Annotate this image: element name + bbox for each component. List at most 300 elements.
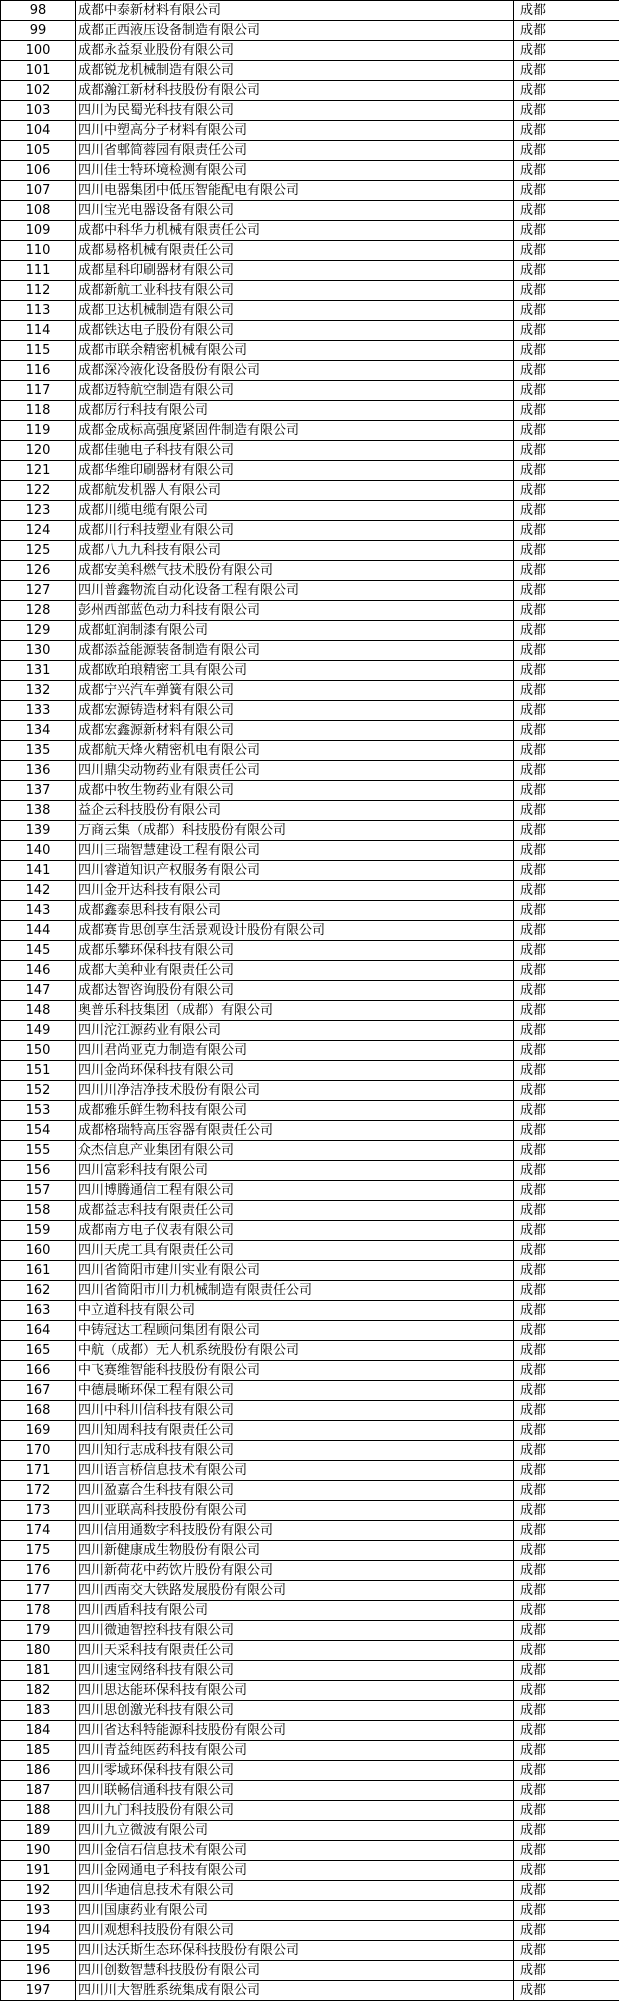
company-name: 四川为民蜀光科技有限公司 <box>76 101 514 121</box>
table-row <box>1 1041 619 1061</box>
city-name: 成都 <box>514 801 619 821</box>
company-name: 四川省简阳市建川实业有限公司 <box>76 1261 514 1281</box>
city-name: 成都 <box>514 1061 619 1081</box>
company-name: 四川亚联高科技股份有限公司 <box>76 1501 514 1521</box>
table-row <box>1 41 619 61</box>
city-name: 成都 <box>514 161 619 181</box>
table-row <box>1 1421 619 1441</box>
table-row <box>1 641 619 661</box>
city-name: 成都 <box>514 461 619 481</box>
table-row <box>1 1921 619 1941</box>
company-name: 成都星科印刷器材有限公司 <box>76 261 514 281</box>
city-name: 成都 <box>514 781 619 801</box>
city-name: 成都 <box>514 1681 619 1701</box>
company-name: 彭州西部蓝色动力科技有限公司 <box>76 601 514 621</box>
row-number: 191 <box>1 1861 76 1881</box>
table-row <box>1 821 619 841</box>
table-row <box>1 1781 619 1801</box>
table-row <box>1 1461 619 1481</box>
table-row <box>1 461 619 481</box>
company-name: 成都瀚江新材科技股份有限公司 <box>76 81 514 101</box>
table-row <box>1 1381 619 1401</box>
city-name: 成都 <box>514 101 619 121</box>
company-name: 四川天采科技有限责任公司 <box>76 1641 514 1661</box>
table-row <box>1 661 619 681</box>
city-name: 成都 <box>514 1401 619 1421</box>
row-number: 111 <box>1 261 76 281</box>
row-number: 192 <box>1 1881 76 1901</box>
table-row <box>1 721 619 741</box>
row-number: 146 <box>1 961 76 981</box>
row-number: 178 <box>1 1601 76 1621</box>
row-number: 147 <box>1 981 76 1001</box>
row-number: 128 <box>1 601 76 621</box>
table-row <box>1 141 619 161</box>
row-number: 183 <box>1 1701 76 1721</box>
row-number: 161 <box>1 1261 76 1281</box>
company-name: 成都中泰新材料有限公司 <box>76 1 514 21</box>
table-row <box>1 1221 619 1241</box>
company-name: 四川思达能环保科技有限公司 <box>76 1681 514 1701</box>
table-row <box>1 761 619 781</box>
city-name: 成都 <box>514 1421 619 1441</box>
row-number: 115 <box>1 341 76 361</box>
row-number: 134 <box>1 721 76 741</box>
row-number: 124 <box>1 521 76 541</box>
table-row <box>1 21 619 41</box>
city-name: 成都 <box>514 1781 619 1801</box>
company-name: 成都南方电子仪表有限公司 <box>76 1221 514 1241</box>
city-name: 成都 <box>514 1881 619 1901</box>
row-number: 180 <box>1 1641 76 1661</box>
company-name: 四川省郫简蓉园有限责任公司 <box>76 141 514 161</box>
company-name: 四川九门科技股份有限公司 <box>76 1801 514 1821</box>
table-row <box>1 341 619 361</box>
row-number: 188 <box>1 1801 76 1821</box>
row-number: 116 <box>1 361 76 381</box>
table-row <box>1 1401 619 1421</box>
city-name: 成都 <box>514 361 619 381</box>
city-name: 成都 <box>514 1941 619 1961</box>
table-row <box>1 1481 619 1501</box>
company-name: 四川思创激光科技有限公司 <box>76 1701 514 1721</box>
city-name: 成都 <box>514 381 619 401</box>
row-number: 144 <box>1 921 76 941</box>
table-row <box>1 861 619 881</box>
row-number: 113 <box>1 301 76 321</box>
table-row <box>1 1601 619 1621</box>
city-name: 成都 <box>514 1801 619 1821</box>
row-number: 150 <box>1 1041 76 1061</box>
row-number: 197 <box>1 1981 76 2001</box>
city-name: 成都 <box>514 1561 619 1581</box>
row-number: 154 <box>1 1121 76 1141</box>
city-name: 成都 <box>514 981 619 1001</box>
table-row <box>1 681 619 701</box>
table-row <box>1 1681 619 1701</box>
company-name: 中航（成都）无人机系统股份有限公司 <box>76 1341 514 1361</box>
table-row <box>1 281 619 301</box>
city-name: 成都 <box>514 1361 619 1381</box>
row-number: 120 <box>1 441 76 461</box>
city-name: 成都 <box>514 1841 619 1861</box>
city-name: 成都 <box>514 1261 619 1281</box>
city-name: 成都 <box>514 921 619 941</box>
city-name: 成都 <box>514 1181 619 1201</box>
city-name: 成都 <box>514 901 619 921</box>
city-name: 成都 <box>514 1861 619 1881</box>
row-number: 169 <box>1 1421 76 1441</box>
table-row <box>1 801 619 821</box>
company-name: 四川语言桥信息技术有限公司 <box>76 1461 514 1481</box>
row-number: 130 <box>1 641 76 661</box>
city-name: 成都 <box>514 181 619 201</box>
city-name: 成都 <box>514 641 619 661</box>
table-row <box>1 741 619 761</box>
company-name: 四川中塑高分子材料有限公司 <box>76 121 514 141</box>
company-name: 成都宁兴汽车弹簧有限公司 <box>76 681 514 701</box>
company-name: 成都大美种业有限责任公司 <box>76 961 514 981</box>
row-number: 175 <box>1 1541 76 1561</box>
row-number: 136 <box>1 761 76 781</box>
company-name: 四川观想科技股份有限公司 <box>76 1921 514 1941</box>
row-number: 107 <box>1 181 76 201</box>
table-row <box>1 1301 619 1321</box>
company-name: 四川微迪智控科技有限公司 <box>76 1621 514 1641</box>
table-row <box>1 1061 619 1081</box>
table-row <box>1 1741 619 1761</box>
row-number: 114 <box>1 321 76 341</box>
city-name: 成都 <box>514 1381 619 1401</box>
city-name: 成都 <box>514 1921 619 1941</box>
row-number: 167 <box>1 1381 76 1401</box>
city-name: 成都 <box>514 1441 619 1461</box>
company-name: 四川达沃斯生态环保科技股份有限公司 <box>76 1941 514 1961</box>
city-name: 成都 <box>514 541 619 561</box>
city-name: 成都 <box>514 841 619 861</box>
company-name: 四川新荷花中药饮片股份有限公司 <box>76 1561 514 1581</box>
row-number: 102 <box>1 81 76 101</box>
company-name: 四川信用通数字科技股份有限公司 <box>76 1521 514 1541</box>
company-name: 成都赛肯思创享生活景观设计股份有限公司 <box>76 921 514 941</box>
company-name: 四川电器集团中低压智能配电有限公司 <box>76 181 514 201</box>
table-row <box>1 1881 619 1901</box>
company-name: 成都厉行科技有限公司 <box>76 401 514 421</box>
row-number: 139 <box>1 821 76 841</box>
company-name: 四川川大智胜系统集成有限公司 <box>76 1981 514 2001</box>
city-name: 成都 <box>514 1701 619 1721</box>
city-name: 成都 <box>514 681 619 701</box>
table-row <box>1 1941 619 1961</box>
row-number: 121 <box>1 461 76 481</box>
company-name: 四川金网通电子科技有限公司 <box>76 1861 514 1881</box>
row-number: 117 <box>1 381 76 401</box>
row-number: 179 <box>1 1621 76 1641</box>
table-row <box>1 1661 619 1681</box>
company-name: 成都锐龙机械制造有限公司 <box>76 61 514 81</box>
row-number: 177 <box>1 1581 76 1601</box>
city-name: 成都 <box>514 761 619 781</box>
table-row <box>1 561 619 581</box>
company-name: 成都雅乐鲜生物科技有限公司 <box>76 1101 514 1121</box>
city-name: 成都 <box>514 81 619 101</box>
city-name: 成都 <box>514 861 619 881</box>
city-name: 成都 <box>514 721 619 741</box>
company-name: 中德晨晰环保工程有限公司 <box>76 1381 514 1401</box>
row-number: 100 <box>1 41 76 61</box>
city-name: 成都 <box>514 661 619 681</box>
table-row <box>1 901 619 921</box>
company-name: 四川天虎工具有限责任公司 <box>76 1241 514 1261</box>
company-name: 四川宝光电器设备有限公司 <box>76 201 514 221</box>
table-row <box>1 1081 619 1101</box>
row-number: 122 <box>1 481 76 501</box>
row-number: 174 <box>1 1521 76 1541</box>
row-number: 101 <box>1 61 76 81</box>
row-number: 165 <box>1 1341 76 1361</box>
row-number: 189 <box>1 1821 76 1841</box>
city-name: 成都 <box>514 701 619 721</box>
row-number: 110 <box>1 241 76 261</box>
row-number: 135 <box>1 741 76 761</box>
table-row <box>1 1581 619 1601</box>
table-row <box>1 1141 619 1161</box>
city-name: 成都 <box>514 1641 619 1661</box>
city-name: 成都 <box>514 1961 619 1981</box>
row-number: 194 <box>1 1921 76 1941</box>
company-name: 四川西盾科技有限公司 <box>76 1601 514 1621</box>
city-name: 成都 <box>514 421 619 441</box>
city-name: 成都 <box>514 821 619 841</box>
company-name: 四川三瑞智慧建设工程有限公司 <box>76 841 514 861</box>
company-name: 成都川缆电缆有限公司 <box>76 501 514 521</box>
table-row <box>1 361 619 381</box>
row-number: 109 <box>1 221 76 241</box>
row-number: 112 <box>1 281 76 301</box>
table-row <box>1 1261 619 1281</box>
table-row <box>1 1801 619 1821</box>
city-name: 成都 <box>514 561 619 581</box>
city-name: 成都 <box>514 1741 619 1761</box>
row-number: 196 <box>1 1961 76 1981</box>
company-name: 万商云集（成都）科技股份有限公司 <box>76 821 514 841</box>
table-row <box>1 481 619 501</box>
table-row <box>1 1621 619 1641</box>
row-number: 173 <box>1 1501 76 1521</box>
row-number: 193 <box>1 1901 76 1921</box>
company-name: 四川国康药业有限公司 <box>76 1901 514 1921</box>
company-name: 四川知行志成科技有限公司 <box>76 1441 514 1461</box>
row-number: 145 <box>1 941 76 961</box>
company-name: 中立道科技有限公司 <box>76 1301 514 1321</box>
company-name: 四川博腾通信工程有限公司 <box>76 1181 514 1201</box>
company-name: 四川新健康成生物股份有限公司 <box>76 1541 514 1561</box>
table-row <box>1 61 619 81</box>
row-number: 118 <box>1 401 76 421</box>
table-row <box>1 1761 619 1781</box>
city-name: 成都 <box>514 1481 619 1501</box>
city-name: 成都 <box>514 241 619 261</box>
row-number: 108 <box>1 201 76 221</box>
row-number: 140 <box>1 841 76 861</box>
table-row <box>1 1241 619 1261</box>
row-number: 141 <box>1 861 76 881</box>
table-row <box>1 941 619 961</box>
city-name: 成都 <box>514 501 619 521</box>
table-row <box>1 781 619 801</box>
table-row <box>1 921 619 941</box>
company-name: 四川中科川信科技有限公司 <box>76 1401 514 1421</box>
company-name: 四川盈嘉合生科技有限公司 <box>76 1481 514 1501</box>
company-name: 成都深冷液化设备股份有限公司 <box>76 361 514 381</box>
table-row <box>1 1281 619 1301</box>
city-name: 成都 <box>514 1021 619 1041</box>
company-name: 中飞赛维智能科技股份有限公司 <box>76 1361 514 1381</box>
table-row <box>1 81 619 101</box>
table-row <box>1 1441 619 1461</box>
table-row <box>1 241 619 261</box>
city-name: 成都 <box>514 261 619 281</box>
city-name: 成都 <box>514 441 619 461</box>
table-row <box>1 1841 619 1861</box>
city-name: 成都 <box>514 141 619 161</box>
city-name: 成都 <box>514 1 619 21</box>
company-name: 成都川行科技塑业有限公司 <box>76 521 514 541</box>
row-number: 127 <box>1 581 76 601</box>
row-number: 105 <box>1 141 76 161</box>
table-row <box>1 701 619 721</box>
company-name: 四川青益纯医药科技有限公司 <box>76 1741 514 1761</box>
company-name: 中铸冠达工程顾问集团有限公司 <box>76 1321 514 1341</box>
city-name: 成都 <box>514 321 619 341</box>
company-name: 四川速宝网络科技有限公司 <box>76 1661 514 1681</box>
city-name: 成都 <box>514 1041 619 1061</box>
table-row <box>1 401 619 421</box>
table-row <box>1 581 619 601</box>
city-name: 成都 <box>514 1621 619 1641</box>
row-number: 119 <box>1 421 76 441</box>
city-name: 成都 <box>514 1281 619 1301</box>
table-row <box>1 501 619 521</box>
company-name: 成都欧珀琅精密工具有限公司 <box>76 661 514 681</box>
table-row <box>1 1021 619 1041</box>
row-number: 104 <box>1 121 76 141</box>
row-number: 149 <box>1 1021 76 1041</box>
city-name: 成都 <box>514 1221 619 1241</box>
city-name: 成都 <box>514 301 619 321</box>
city-name: 成都 <box>514 1301 619 1321</box>
company-name: 成都安美科燃气技术股份有限公司 <box>76 561 514 581</box>
table-row <box>1 201 619 221</box>
city-name: 成都 <box>514 1501 619 1521</box>
company-name: 成都永益泵业股份有限公司 <box>76 41 514 61</box>
city-name: 成都 <box>514 121 619 141</box>
city-name: 成都 <box>514 221 619 241</box>
table-row <box>1 1181 619 1201</box>
row-number: 132 <box>1 681 76 701</box>
city-name: 成都 <box>514 481 619 501</box>
row-number: 153 <box>1 1101 76 1121</box>
company-name: 成都宏源铸造材料有限公司 <box>76 701 514 721</box>
city-name: 成都 <box>514 1081 619 1101</box>
company-name: 成都市联余精密机械有限公司 <box>76 341 514 361</box>
row-number: 187 <box>1 1781 76 1801</box>
table-row <box>1 301 619 321</box>
company-name: 成都佳驰电子科技有限公司 <box>76 441 514 461</box>
company-name: 四川川净洁净技术股份有限公司 <box>76 1081 514 1101</box>
company-name: 成都中牧生物药业有限公司 <box>76 781 514 801</box>
company-name: 四川华迪信息技术有限公司 <box>76 1881 514 1901</box>
city-name: 成都 <box>514 1161 619 1181</box>
table-row <box>1 1721 619 1741</box>
city-name: 成都 <box>514 741 619 761</box>
table-row <box>1 961 619 981</box>
city-name: 成都 <box>514 401 619 421</box>
city-name: 成都 <box>514 1821 619 1841</box>
company-name: 奥普乐科技集团（成都）有限公司 <box>76 1001 514 1021</box>
row-number: 184 <box>1 1721 76 1741</box>
table-row <box>1 1561 619 1581</box>
table-row <box>1 441 619 461</box>
table-row <box>1 1341 619 1361</box>
row-number: 131 <box>1 661 76 681</box>
city-name: 成都 <box>514 601 619 621</box>
company-name: 成都达智咨询股份有限公司 <box>76 981 514 1001</box>
table-row <box>1 1321 619 1341</box>
city-name: 成都 <box>514 581 619 601</box>
row-number: 185 <box>1 1741 76 1761</box>
row-number: 133 <box>1 701 76 721</box>
row-number: 129 <box>1 621 76 641</box>
row-number: 156 <box>1 1161 76 1181</box>
company-name: 成都鑫泰思科技有限公司 <box>76 901 514 921</box>
city-name: 成都 <box>514 1201 619 1221</box>
city-name: 成都 <box>514 1241 619 1261</box>
company-name: 成都卫达机械制造有限公司 <box>76 301 514 321</box>
row-number: 106 <box>1 161 76 181</box>
row-number: 137 <box>1 781 76 801</box>
row-number: 160 <box>1 1241 76 1261</box>
company-name: 成都八九九科技有限公司 <box>76 541 514 561</box>
row-number: 176 <box>1 1561 76 1581</box>
row-number: 182 <box>1 1681 76 1701</box>
table-row <box>1 1861 619 1881</box>
row-number: 138 <box>1 801 76 821</box>
company-name: 四川金尚环保科技有限公司 <box>76 1061 514 1081</box>
company-name: 四川普鑫物流自动化设备工程有限公司 <box>76 581 514 601</box>
row-number: 181 <box>1 1661 76 1681</box>
table-row <box>1 541 619 561</box>
city-name: 成都 <box>514 1001 619 1021</box>
table-row <box>1 1981 619 2001</box>
company-name: 成都宏鑫源新材料有限公司 <box>76 721 514 741</box>
row-number: 126 <box>1 561 76 581</box>
table-row <box>1 1201 619 1221</box>
company-name: 成都航天烽火精密机电有限公司 <box>76 741 514 761</box>
table-row <box>1 321 619 341</box>
row-number: 157 <box>1 1181 76 1201</box>
company-name: 四川西南交大铁路发展股份有限公司 <box>76 1581 514 1601</box>
company-name: 四川睿道知识产权服务有限公司 <box>76 861 514 881</box>
table-row <box>1 841 619 861</box>
company-name: 众杰信息产业集团有限公司 <box>76 1141 514 1161</box>
company-name: 成都益志科技有限责任公司 <box>76 1201 514 1221</box>
company-name: 成都金成标高强度紧固件制造有限公司 <box>76 421 514 441</box>
city-name: 成都 <box>514 1341 619 1361</box>
row-number: 155 <box>1 1141 76 1161</box>
row-number: 162 <box>1 1281 76 1301</box>
table-row <box>1 1901 619 1921</box>
